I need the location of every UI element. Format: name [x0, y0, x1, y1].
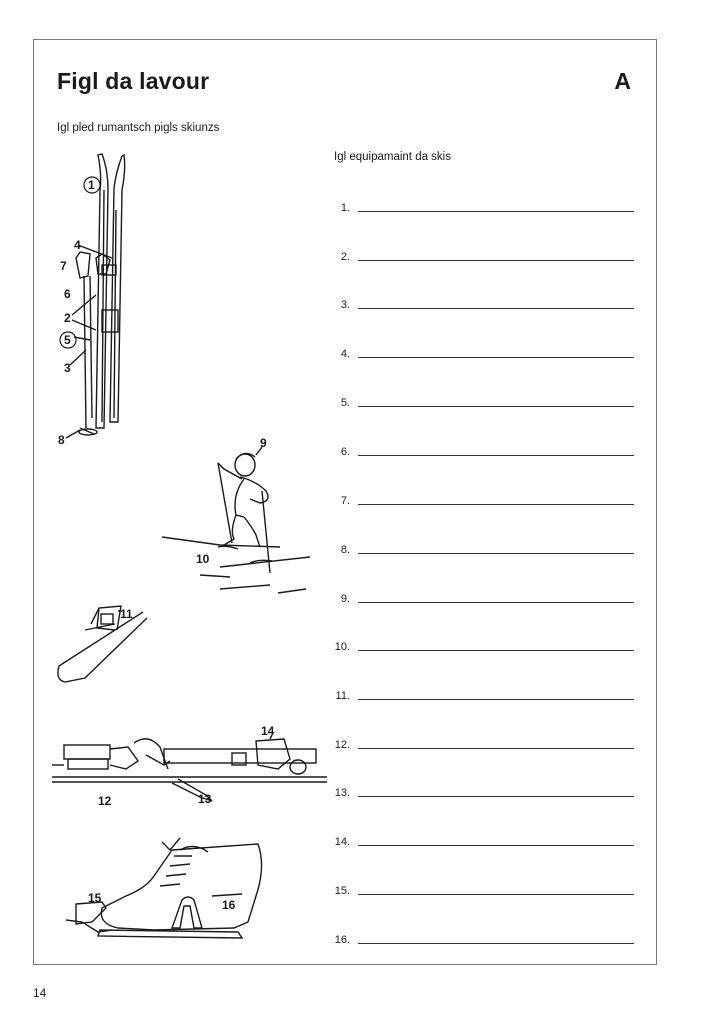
- label-10: 10: [196, 552, 210, 566]
- answer-row: [330, 442, 634, 458]
- item-number: 4.: [340, 348, 350, 360]
- answer-line[interactable]: [358, 553, 634, 554]
- answer-line[interactable]: [358, 650, 634, 651]
- boot-illustration: [62, 836, 272, 946]
- label-4: 4: [74, 238, 81, 252]
- item-number: 16.: [334, 934, 350, 946]
- item-number: 1.: [340, 202, 350, 214]
- item-number: 11.: [335, 690, 350, 702]
- label-1: 1: [88, 178, 95, 192]
- item-number: 6.: [340, 446, 350, 458]
- label-13: 13: [198, 792, 212, 806]
- answer-row: [330, 393, 634, 409]
- label-9: 9: [260, 436, 267, 450]
- binding-drawing: [52, 739, 327, 801]
- item-number: 13.: [334, 787, 350, 799]
- skier-drawing: [162, 453, 310, 593]
- label-12: 12: [98, 794, 112, 808]
- item-number: 12.: [334, 739, 350, 751]
- page-number: 14: [33, 986, 47, 1000]
- answer-line[interactable]: [358, 943, 634, 944]
- item-number: 7.: [340, 495, 350, 507]
- answer-row: [330, 344, 634, 360]
- answer-line[interactable]: [358, 894, 634, 895]
- label-14: 14: [261, 724, 275, 738]
- label-16: 16: [222, 898, 236, 912]
- subtitle: Igl pled rumantsch pigls skiunzs: [57, 122, 220, 134]
- answer-row: [330, 735, 634, 751]
- label-15: 15: [88, 891, 102, 905]
- label-11: 11: [120, 607, 133, 621]
- label-3: 3: [64, 361, 71, 375]
- answer-line[interactable]: [358, 455, 634, 456]
- label-8: 8: [58, 433, 65, 447]
- answer-line[interactable]: [358, 211, 634, 212]
- answer-row: [330, 930, 634, 946]
- answer-line[interactable]: [358, 845, 634, 846]
- label-5: 5: [64, 333, 71, 347]
- answer-row: [330, 491, 634, 507]
- skis-drawing: [96, 154, 125, 428]
- item-number: 15.: [334, 885, 350, 897]
- answer-row: [330, 540, 634, 556]
- answer-row: [330, 783, 634, 799]
- answer-line[interactable]: [358, 406, 634, 407]
- answer-row: [330, 686, 634, 702]
- answer-line[interactable]: [358, 796, 634, 797]
- answer-row: [330, 589, 634, 605]
- answer-row: [330, 881, 634, 897]
- item-number: 10.: [334, 641, 350, 653]
- answer-line[interactable]: [358, 260, 634, 261]
- answer-line[interactable]: [358, 308, 634, 309]
- answer-row: [330, 637, 634, 653]
- answer-row: [330, 295, 634, 311]
- boot-drawing: [66, 838, 262, 938]
- item-number: 14.: [334, 836, 350, 848]
- answer-row: [330, 832, 634, 848]
- item-number: 3.: [340, 299, 350, 311]
- answer-row: [330, 198, 634, 214]
- page-title: Figl da lavour: [57, 68, 210, 94]
- item-number: 2.: [340, 251, 350, 263]
- ski-tip-drawing: [58, 606, 147, 682]
- label-2: 2: [64, 311, 71, 325]
- item-number: 5.: [340, 397, 350, 409]
- answer-line[interactable]: [358, 748, 634, 749]
- item-number: 9.: [340, 593, 350, 605]
- binding-illustration: [52, 725, 327, 815]
- skis-poles-illustration: [50, 150, 150, 450]
- worksheet-letter: A: [614, 68, 631, 94]
- ski-tip-illustration: [55, 600, 155, 690]
- exercise-heading: Igl equipamaint da skis: [334, 151, 451, 163]
- label-6: 6: [64, 287, 71, 301]
- answer-line[interactable]: [358, 602, 634, 603]
- label-7: 7: [60, 259, 67, 273]
- answer-line[interactable]: [358, 699, 634, 700]
- skier-illustration: [160, 435, 320, 605]
- answer-line[interactable]: [358, 357, 634, 358]
- item-number: 8.: [340, 544, 350, 556]
- answer-row: [330, 247, 634, 263]
- answer-line[interactable]: [358, 504, 634, 505]
